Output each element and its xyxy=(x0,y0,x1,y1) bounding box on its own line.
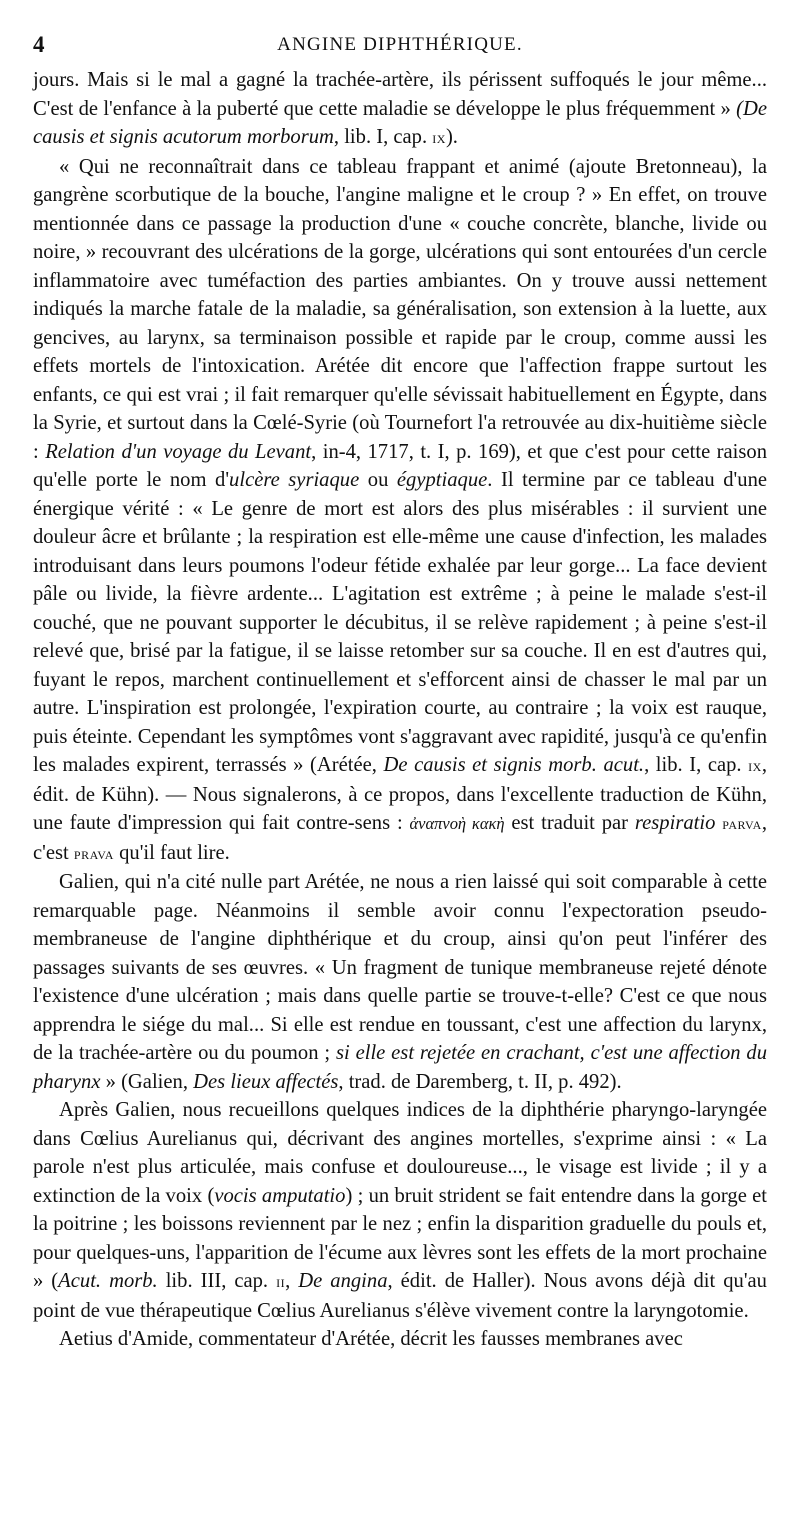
page-header xyxy=(33,28,767,68)
text-run: parva xyxy=(722,814,762,833)
text-run: Aetius d'Amide, commentateur d'Arétée, décrit les fausses membranes avec xyxy=(59,1328,683,1350)
text-run: ix xyxy=(748,756,762,775)
text-run: ou xyxy=(359,469,397,491)
text-run: Des lieux affectés xyxy=(193,1070,339,1093)
text-run: , édit. de Kühn). — Nous signalerons, à ce propos, dans l'excellente traduction de Kühn, une faute d'impression qui fait contre-sens : xyxy=(33,754,767,834)
page-number: 4 xyxy=(33,32,45,57)
text-run: vocis amputatio xyxy=(214,1184,346,1207)
text-run: , c'est xyxy=(33,812,767,864)
text-run: De causis et signis morb. acut. xyxy=(383,754,645,776)
text-run: , xyxy=(285,1270,299,1292)
paragraph xyxy=(33,1096,767,1325)
text-run: , trad. de Daremberg, t. II, p. 492). xyxy=(338,1070,622,1093)
text-run: . Il termine par ce tableau d'une énergique vérité : « Le genre de mort est alors des plus misérables : il survient une douleur âcre et brûlante ; la respiration est elle-même une cause d'infection, les malades introduisant dans leurs poumons l'odeur fétide exhalée par leur gorge... La face devient pâle ou livide, la fièvre ardente... L'agitation est extrême ; à peine le malade s'est-il couché, que ne pouvant supporter le décubitus, il se relève rapidement ; à peine s'est-il relevé que, brisé par la fatigue, il se laisse retomber sur sa couche. Il en est d'autres qui, fuyant le repos, marchent continuellement et s'efforcent ainsi de chasser le mal par un autre. L'inspiration est prolongée, l'expiration courte, au contraire ; la voix est rauque, puis éteinte. Cependant les symptômes vont s'aggravant avec rapidité, jusqu'à ce qu'enfin les malades expirent, terrassés » (Arétée, xyxy=(33,469,768,776)
paragraph xyxy=(33,66,767,153)
paragraph xyxy=(33,1325,767,1354)
text-run: prava xyxy=(73,843,114,863)
text-run: Galien, qui n'a cité nulle part Arétée, ne nous a rien laissé qui soit comparable à cette remarquable page. Néanmoins il semble avoir connu l'expectoration pseudo-membraneuse de l'angine diphthérique et du croup, ainsi qu'on peut l'inférer des passages suivants de ses œuvres. « Un fragment de tunique membraneuse rejeté dénote l'existence d'une ulcération ; mais dans quelle partie se trouve-t-elle? C'est ce que nous apprendra le siége du mal... Si elle est rendue en toussant, c'est une affection du larynx, de la trachée-artère ou du poumon ; xyxy=(33,871,767,1064)
text-run: ) ; un bruit strident se fait entendre dans la gorge et la poitrine ; les boissons reviennent par le nez ; enfin la disparition graduelle du pouls et, pour quelques-uns, l'apparition de l'écume aux lèvres sont les effets de la mort prochaine » ( xyxy=(33,1184,768,1292)
text-run: Après Galien, nous recueillons quelques indices de la diphthérie pharyngo-laryngée dans Cœlius Aurelianus qui, décrivant des angines mortelles, s'exprime ainsi : « La parole n'est plus articulée, mais confuse et douloureuse..., le visage est livide ; il y a extinction de la voix ( xyxy=(33,1099,767,1207)
text-run: égyptiaque xyxy=(396,469,488,491)
text-run: ix xyxy=(432,128,446,147)
text-run: lib. III, cap. xyxy=(157,1270,277,1292)
text-run: , édit. de Haller). Nous avons déjà dit qu'au point de vue thérapeutique Cœlius Aurelianus s'élève vivement contre la laryngotomie. xyxy=(33,1270,767,1322)
text-run: De angina xyxy=(298,1270,388,1292)
text-run: jours. Mais si le mal a gagné la trachée-artère, ils périssent suffoqués le jour même... C'est de l'enfance à la puberté que cette maladie se développe le plus fréquemment » xyxy=(33,69,767,120)
text-run: Relation d'un voyage du Levant xyxy=(45,440,312,463)
text-run: qu'il faut lire. xyxy=(113,841,230,864)
running-title: ANGINE DIPHTHÉRIQUE. xyxy=(277,34,523,55)
text-run: , lib. I, cap. xyxy=(644,754,749,776)
text-run: ἀναπνοὴ κακὴ xyxy=(409,814,505,833)
text-run: ). xyxy=(445,126,458,148)
text-run: (De causis et signis acutorum morborum xyxy=(33,97,767,148)
text-run: , in-4, 1717, t. I, p. 169), et que c'est pour cette raison qu'elle porte le nom d' xyxy=(33,440,768,491)
text-run: ulcère syriaque xyxy=(229,469,360,491)
text-run: respiratio xyxy=(634,812,716,834)
text-run: , lib. I, cap. xyxy=(333,126,433,148)
text-run: ii xyxy=(276,1272,286,1291)
text-run: est traduit par xyxy=(504,812,635,834)
text-run: « Qui ne reconnaîtrait dans ce tableau frappant et animé (ajoute Bretonneau), la gangrène scorbutique de la bouche, l'angine maligne et le croup ? » En effet, on trouve mentionnée dans ce passage la production d'une « couche concrète, blanche, livide ou noire, » recouvrant des ulcérations de la gorge, ulcérations qui sont entourées d'un cercle inflammatoire avec tuméfaction des parties ambiantes. On y trouve aussi nettement indiqués la marche fatale de la maladie, sa généralisation, son extension à la luette, aux gencives, au larynx, sa terminaison possible et rapide par le croup, comme aussi les effets mortels de l'intoxication. Arétée dit encore que l'affection frappe surtout les enfants, ce qui est vrai ; il fait remarquer qu'elle sévissait habituellement en Égypte, dans la Syrie, et surtout dans la Cœlé-Syrie (où Tournefort l'a retrouvée au dix-huitième siècle : xyxy=(33,155,767,463)
text-run: » (Galien, xyxy=(100,1070,194,1093)
paragraph xyxy=(33,153,767,869)
text-run: Acut. morb. xyxy=(58,1270,158,1292)
paragraph xyxy=(33,868,767,1096)
body-text xyxy=(33,66,767,1354)
text-run: si elle est rejetée en crachant, c'est une affection du pharynx xyxy=(33,1042,767,1093)
